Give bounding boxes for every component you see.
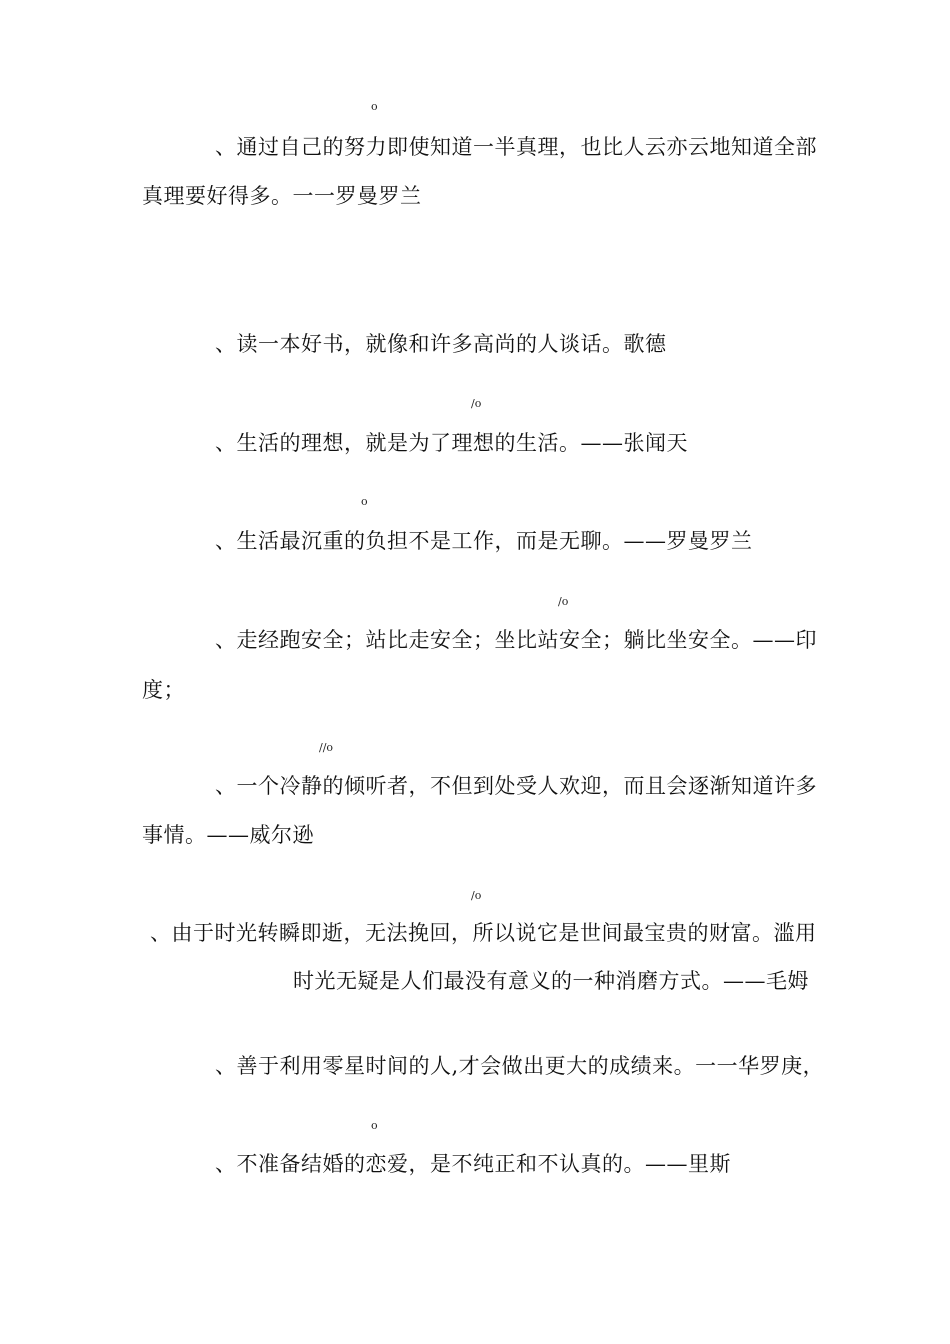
quote-line: 、一个冷静的倾听者，不但到处受人欢迎，而且会逐渐知道许多 — [215, 774, 817, 798]
quote-line: 、善于利用零星时间的人,才会做出更大的成绩来。一一华罗庚， — [215, 1054, 825, 1078]
stray-mark: o — [361, 495, 368, 508]
quote-line: 、通过自己的努力即使知道一半真理，也比人云亦云地知道全部 — [215, 135, 817, 159]
quote-line: 真理要好得多。一一罗曼罗兰 — [142, 184, 422, 208]
quote-line: 时光无疑是人们最没有意义的一种消磨方式。——毛姆 — [293, 969, 809, 993]
quote-line: 事情。——威尔逊 — [142, 823, 314, 847]
stray-mark: /o — [558, 595, 569, 608]
quote-line: 、走经跑安全；站比走安全；坐比站安全；躺比坐安全。——印 — [215, 628, 817, 652]
quote-line: 、不准备结婚的恋爱，是不纯正和不认真的。——里斯 — [215, 1152, 731, 1176]
stray-mark: /o — [471, 397, 482, 410]
quote-line: 、由于时光转瞬即逝，无法挽回，所以说它是世间最宝贵的财富。滥用 — [150, 921, 817, 945]
quote-line: 度； — [142, 678, 185, 702]
quote-line: 、生活最沉重的负担不是工作，而是无聊。——罗曼罗兰 — [215, 529, 753, 553]
stray-mark: /o — [471, 889, 482, 902]
stray-mark: o — [371, 100, 378, 113]
quote-line: 、读一本好书，就像和许多高尚的人谈话。歌德 — [215, 332, 667, 356]
quote-line: 、生活的理想，就是为了理想的生活。——张闻天 — [215, 431, 688, 455]
stray-mark: //o — [319, 741, 334, 754]
stray-mark: o — [371, 1119, 378, 1132]
